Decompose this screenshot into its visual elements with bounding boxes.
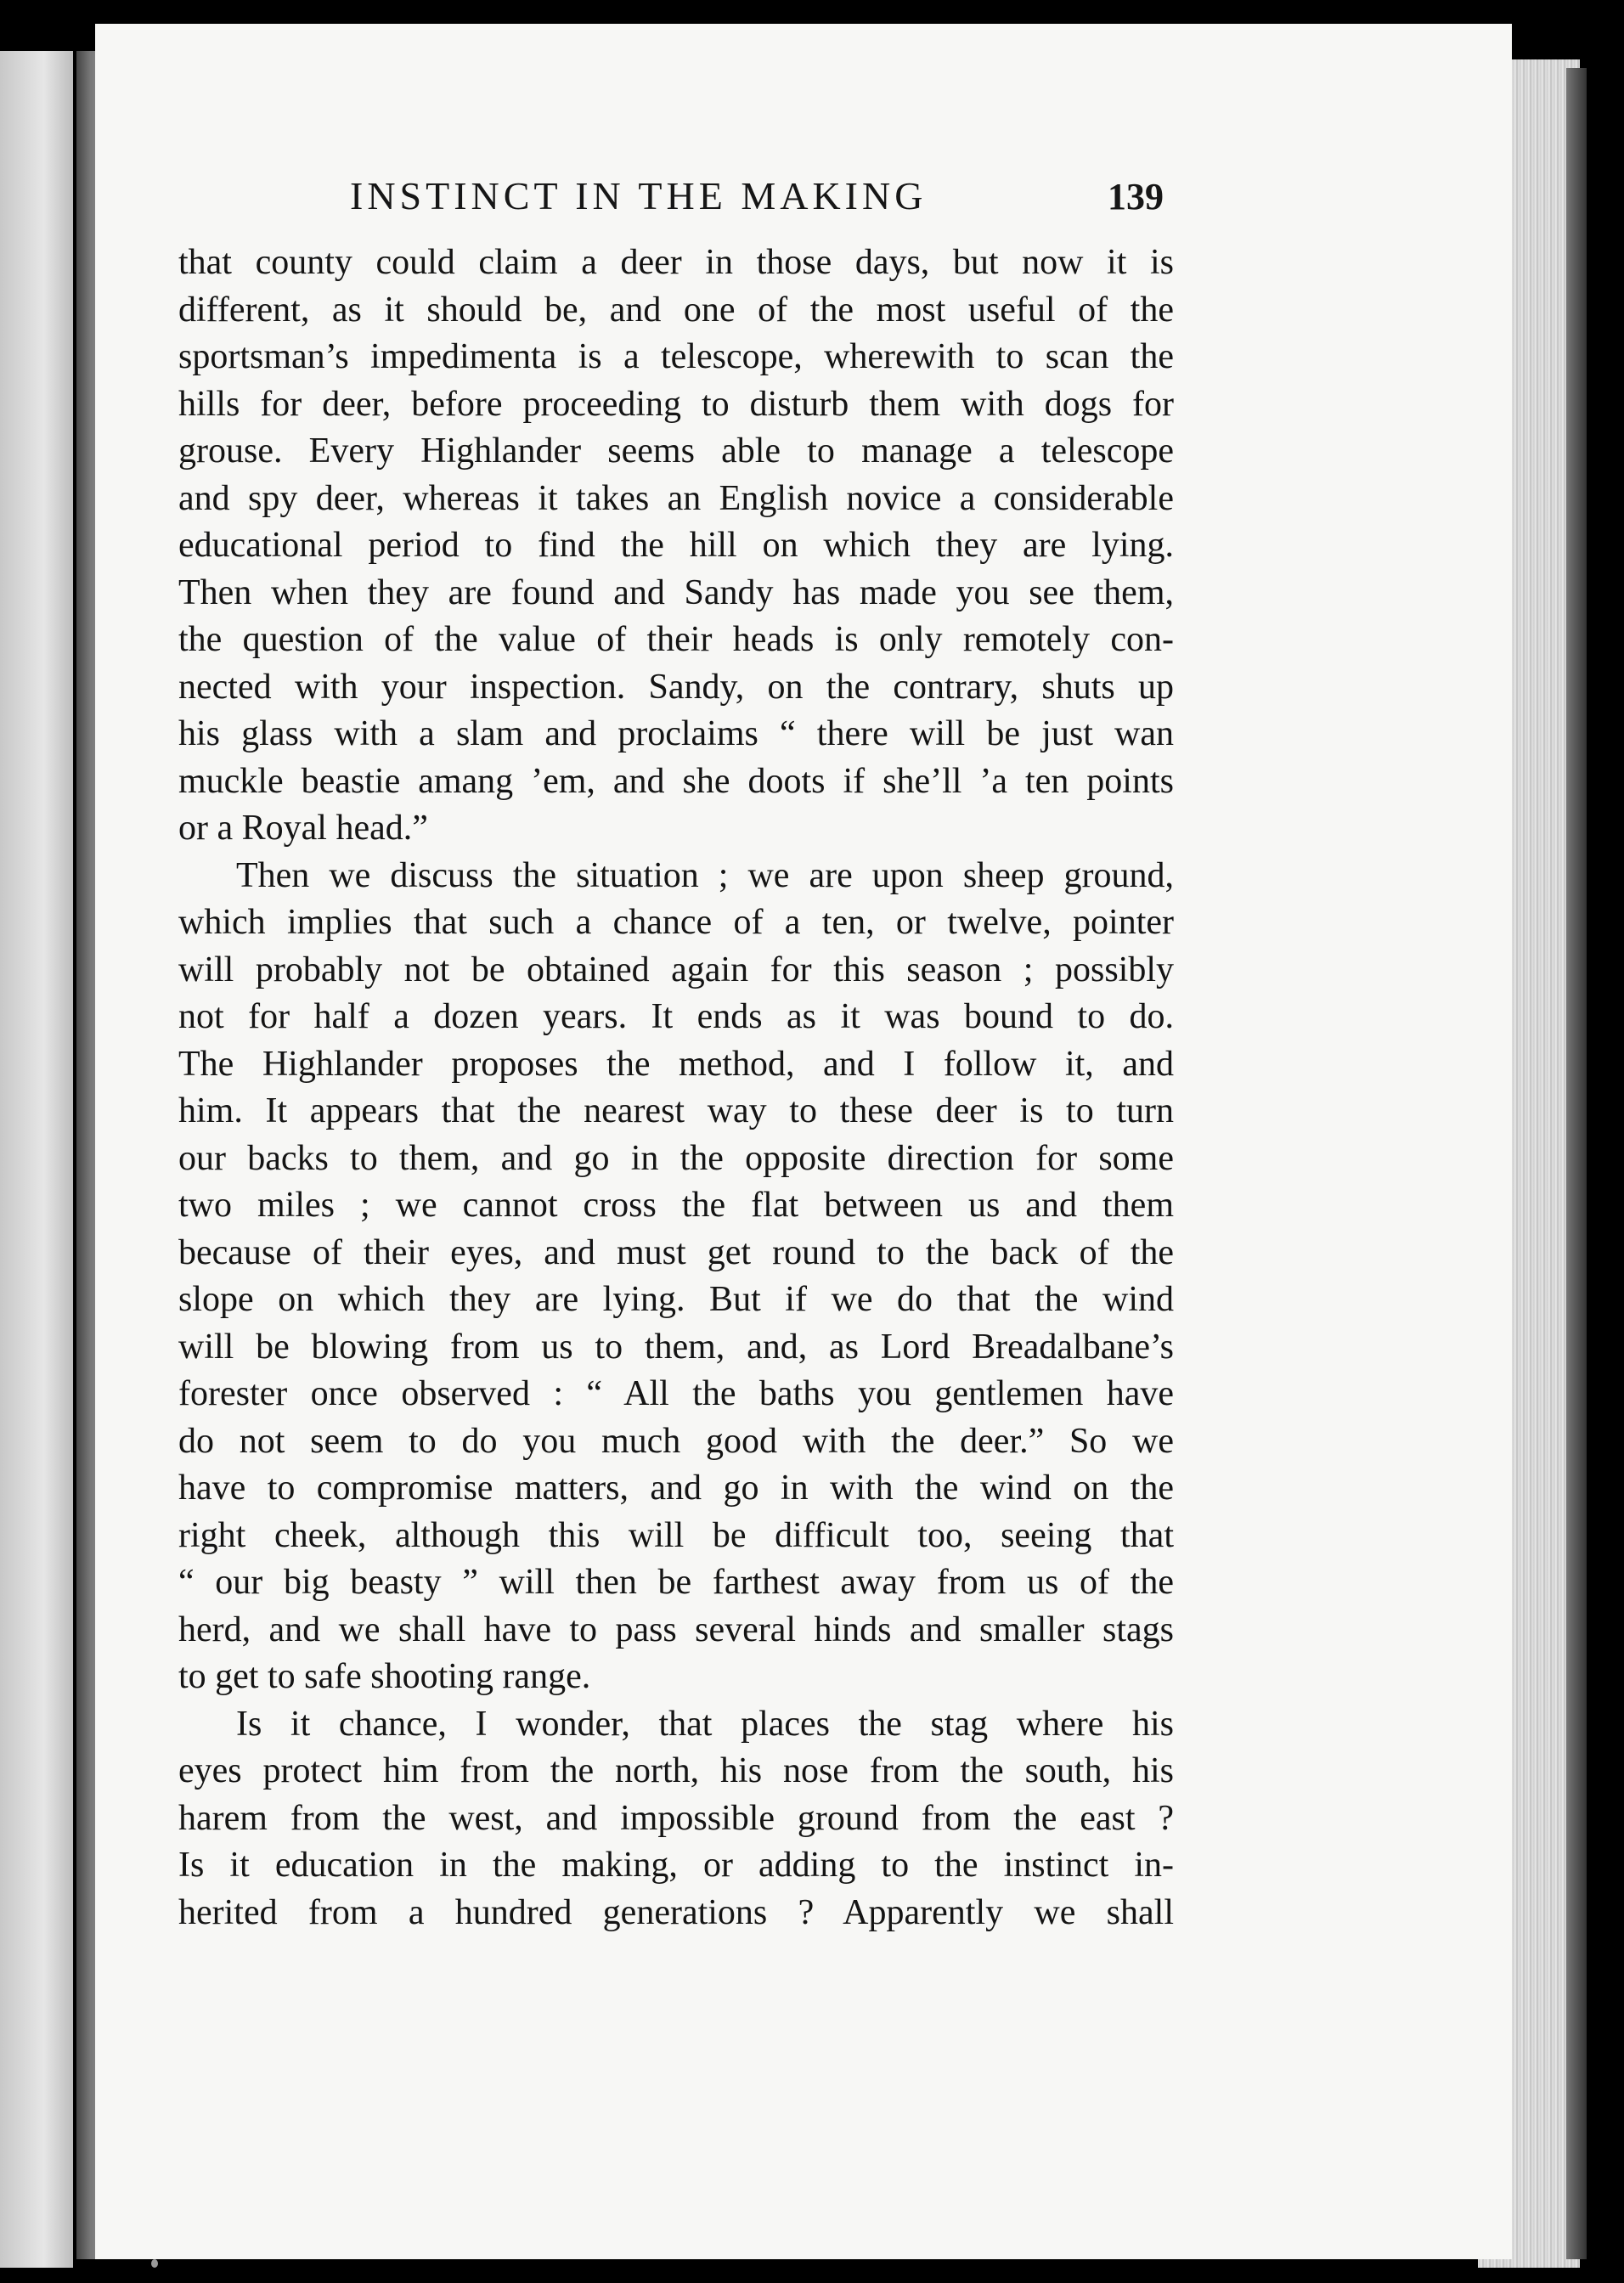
paragraph-3 — [178, 1701, 1174, 1937]
text-line: herd, and we shall have to pass several hinds and smaller stags — [178, 1609, 1174, 1649]
text-line: because of their eyes, and must get round to the back of the — [178, 1232, 1174, 1272]
left-page-edge — [0, 51, 73, 2268]
text-line: that county could claim a deer in those days, but now it is — [178, 243, 1174, 282]
text-line: his glass with a slam and proclaims “ there will be just wan — [178, 714, 1174, 753]
text-line: harem from the west, and impossible ground from the east ? — [178, 1798, 1174, 1838]
text-line: Then when they are found and Sandy has made you see them, — [178, 572, 1174, 612]
text-line: will be blowing from us to them, and, as Lord Breadalbane’s — [178, 1327, 1174, 1367]
text-line: have to compromise matters, and go in with the wind on the — [178, 1468, 1174, 1508]
text-line: herited from a hundred generations ? Apparently we shall — [178, 1892, 1174, 1932]
text-line: forester once observed : “ All the baths you gentlemen have — [178, 1374, 1174, 1413]
text-line: Is it education in the making, or adding to the instinct in- — [178, 1846, 1174, 1885]
text-line: not for half a dozen years. It ends as it was bound to do. — [178, 997, 1174, 1036]
text-line: eyes protect him from the north, his nose from the south, his — [178, 1751, 1174, 1790]
text-line: two miles ; we cannot cross the flat between us and them — [178, 1186, 1174, 1225]
text-line: and spy deer, whereas it takes an English novice a considerable — [178, 478, 1174, 518]
text-line: the question of the value of their heads is only remotely con- — [178, 620, 1174, 659]
text-line: him. It appears that the nearest way to these deer is to turn — [178, 1091, 1174, 1130]
text-line: will probably not be obtained again for this season ; possibly — [178, 950, 1174, 989]
text-line: muckle beastie amang ’em, and she doots if she’ll ’a ten points — [178, 761, 1174, 801]
text-line: Is it chance, I wonder, that places the stag where his — [236, 1704, 1174, 1744]
scan-speck — [151, 2259, 158, 2268]
text-line: or a Royal head.” — [178, 809, 428, 848]
paragraph-2 — [178, 853, 1174, 1701]
text-line: hills for deer, before proceeding to disturb them with dogs for — [178, 384, 1174, 424]
text-line: slope on which they are lying. But if we do that the wind — [178, 1280, 1174, 1319]
text-line: different, as it should be, and one of the most useful of the — [178, 290, 1174, 330]
text-line: do not seem to do you much good with the deer.” So we — [178, 1421, 1174, 1461]
text-line: right cheek, although this will be difficult too, seeing that — [178, 1515, 1174, 1555]
text-line: which implies that such a chance of a ten, or twelve, pointer — [178, 903, 1174, 942]
text-line: The Highlander proposes the method, and I follow it, and — [178, 1044, 1174, 1084]
paragraph-1 — [178, 240, 1174, 853]
page-header — [350, 173, 1216, 233]
page-number: 139 — [1108, 176, 1164, 217]
page-stack-shadow — [1566, 68, 1587, 2259]
text-line: grouse. Every Highlander seems able to manage a telescope — [178, 431, 1174, 471]
running-head: INSTINCT IN THE MAKING — [350, 174, 928, 217]
text-line: nected with your inspection. Sandy, on the contrary, shuts up — [178, 667, 1174, 707]
text-line: educational period to find the hill on which they are lying. — [178, 526, 1174, 565]
body-text — [178, 240, 1174, 1936]
text-line: our backs to them, and go in the opposite direction for some — [178, 1138, 1174, 1178]
text-line: sportsman’s impedimenta is a telescope, wherewith to scan the — [178, 337, 1174, 376]
text-line: to get to safe shooting range. — [178, 1657, 591, 1696]
text-line: Then we discuss the situation ; we are upon sheep ground, — [236, 855, 1174, 895]
text-line: “ our big beasty ” will then be farthest away from us of the — [178, 1563, 1174, 1602]
